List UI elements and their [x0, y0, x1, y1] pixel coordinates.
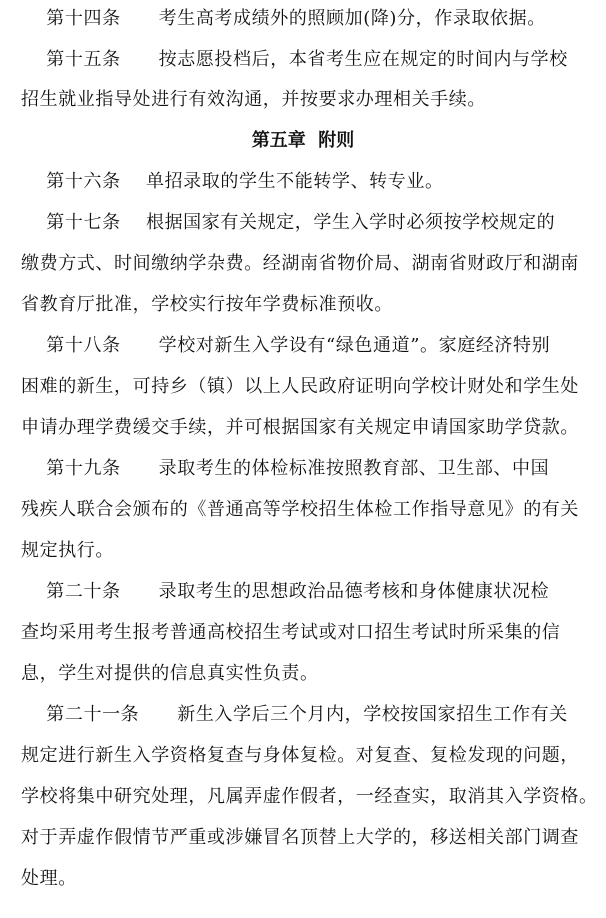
article-19-line-3: 规定执行。: [21, 540, 114, 561]
article-21-line-3: 学校将集中研究处理，凡属弄虚作假者，一经查实，取消其入学资格。: [21, 786, 598, 807]
article-20-line-3: 息，学生对提供的信息真实性负责。: [21, 663, 319, 684]
article-21-line-1: 第二十一条 新生入学后三个月内，学校按国家招生工作有关: [21, 704, 568, 725]
article-16-line-1: 第十六条 单招录取的学生不能转学、转专业。: [21, 171, 444, 192]
article-17-line-1: 第十七条 根据国家有关规定，学生入学时必须按学校规定的: [21, 212, 556, 233]
article-18-line-3: 申请办理学费缓交手续，并可根据国家有关规定申请国家助学贷款。: [21, 417, 579, 438]
article-15-line-1: 第十五条 按志愿投档后，本省考生应在规定的时间内与学校: [21, 49, 568, 70]
article-21-line-2: 规定进行新生入学资格复查与身体复检。对复查、复检发现的问题，: [21, 745, 579, 766]
article-14-line-1: 第十四条 考生高考成绩外的照顾加(降)分，作录取依据。: [21, 8, 546, 29]
article-17-line-2: 缴费方式、时间缴纳学杂费。经湖南省物价局、湖南省财政厅和湖南: [21, 253, 579, 274]
article-15-line-2: 招生就业指导处进行有效沟通，并按要求办理相关手续。: [21, 89, 486, 110]
article-17-line-3: 省教育厅批准，学校实行按年学费标准预收。: [21, 294, 393, 315]
article-18-line-1: 第十八条 学校对新生入学设有“绿色通道”。家庭经济特别: [21, 335, 551, 356]
article-21-line-5: 处理。: [21, 868, 77, 889]
chapter-title: 第五章 附则: [251, 130, 355, 151]
article-21-line-4: 对于弄虚作假情节严重或涉嫌冒名顶替上大学的，移送相关部门调查: [21, 827, 579, 848]
article-19-line-1: 第十九条 录取考生的体检标准按照教育部、卫生部、中国: [21, 458, 550, 479]
article-19-line-2: 残疾人联合会颁布的《普通高等学校招生体检工作指导意见》的有关: [21, 499, 579, 520]
article-20-line-1: 第二十条 录取考生的思想政治品德考核和身体健康状况检: [21, 581, 550, 602]
article-20-line-2: 查均采用考生报考普通高校招生考试或对口招生考试时所采集的信: [21, 622, 561, 643]
article-18-line-2: 困难的新生，可持乡（镇）以上人民政府证明向学校计财处和学生处: [21, 376, 579, 397]
